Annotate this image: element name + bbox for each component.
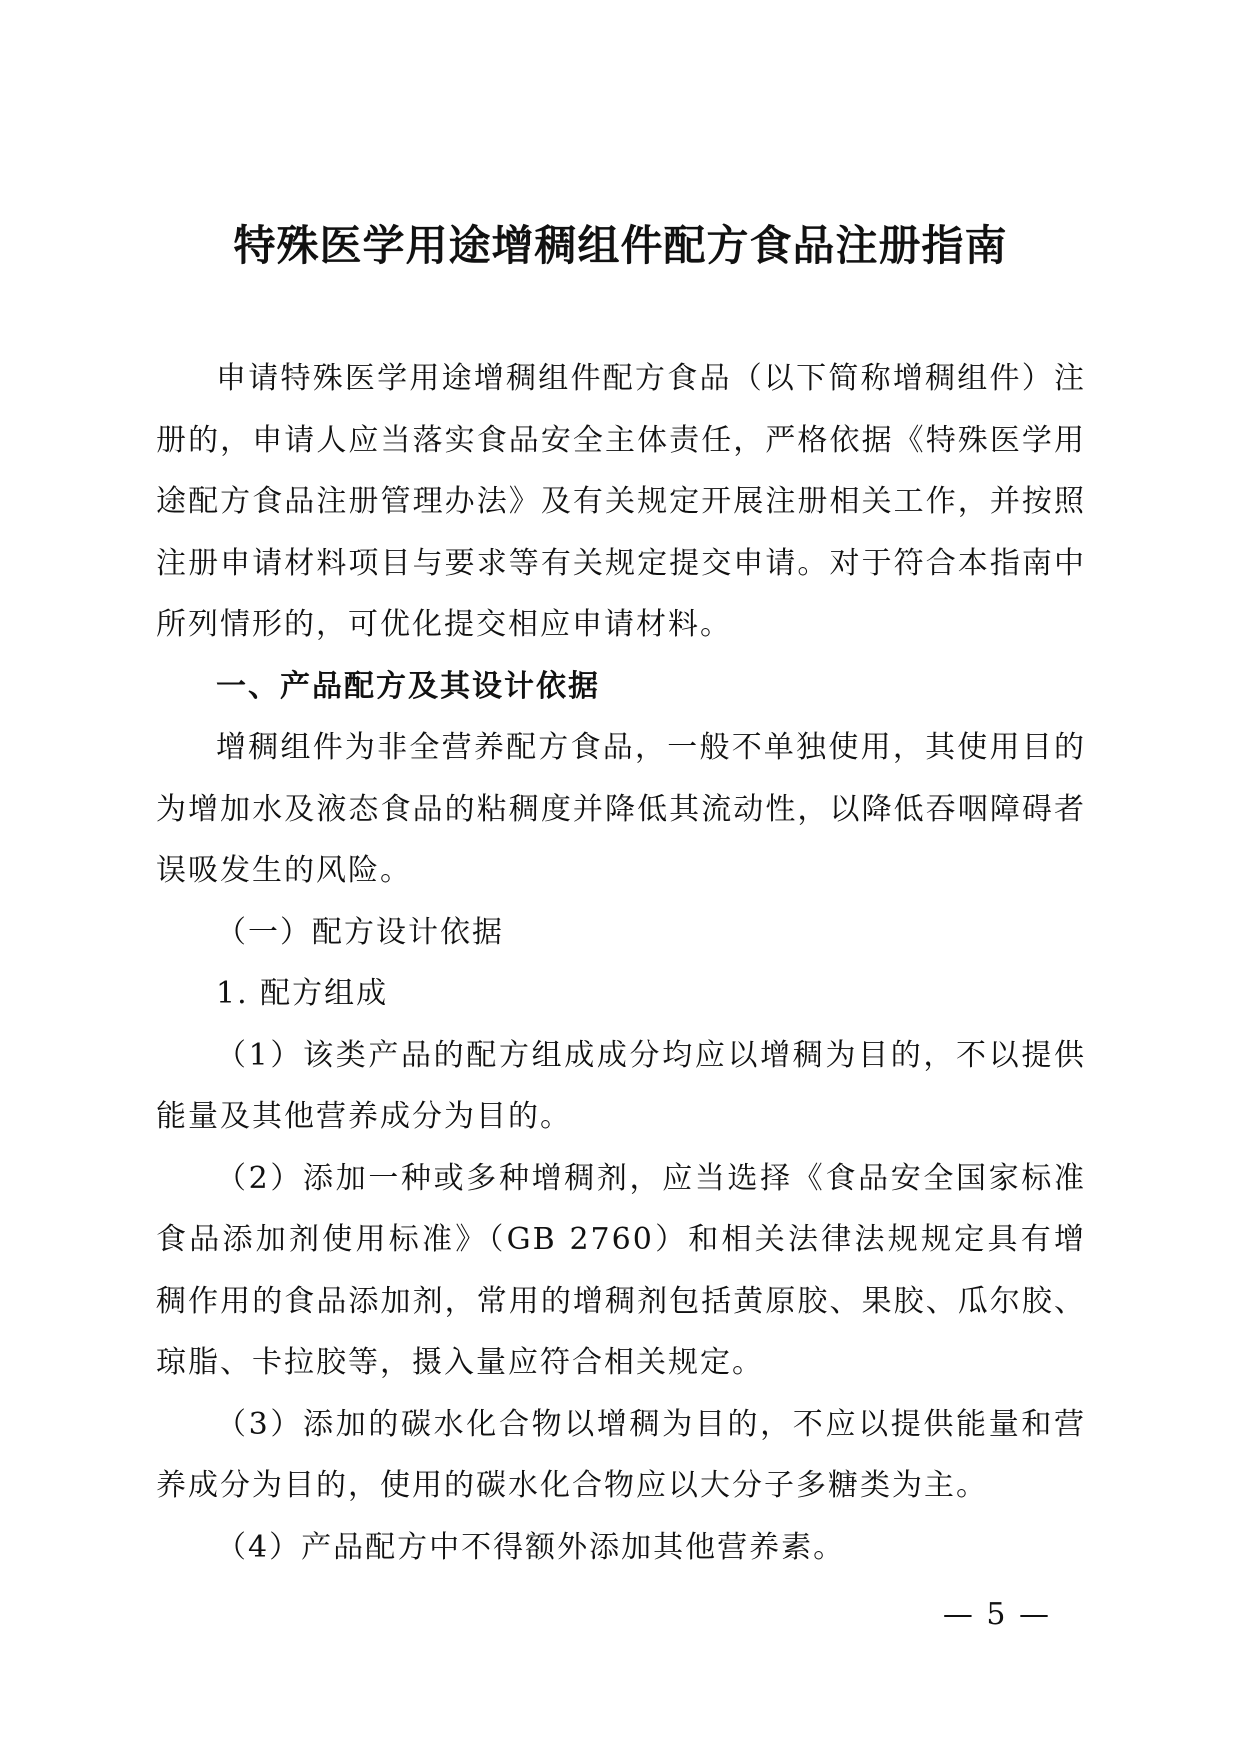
list-item-2: （2）添加一种或多种增稠剂，应当选择《食品安全国家标准 食品添加剂使用标准》（GB 2760）和相关法律法规规定具有增稠作用的食品添加剂，常用的增稠剂包括黄原胶、果胶、瓜尔胶、琼脂、卡拉胶等，摄入量应符合相关规定。: [156, 1160, 1086, 1380]
intro-paragraph: 申请特殊医学用途增稠组件配方食品（以下简称增稠组件）注册的，申请人应当落实食品安全主体责任，严格依据《特殊医学用途配方食品注册管理办法》及有关规定开展注册相关工作，并按照注册申请材料项目与要求等有关规定提交申请。对于符合本指南中所列情形的，可优化提交相应申请材料。: [156, 361, 1086, 642]
document-body: [156, 348, 1086, 1578]
section-heading-1: 一、产品配方及其设计依据: [216, 668, 600, 704]
section-1-paragraph: 增稠组件为非全营养配方食品，一般不单独使用，其使用目的为增加水及液态食品的粘稠度并降低其流动性，以降低吞咽障碍者误吸发生的风险。: [156, 730, 1086, 888]
page-number: — 5 —: [942, 1597, 1051, 1632]
subsection-heading-1: （一）配方设计依据: [216, 914, 504, 950]
list-item-4: （4）产品配方中不得额外添加其他营养素。: [216, 1529, 846, 1565]
list-item-1: （1）该类产品的配方组成成分均应以增稠为目的，不以提供能量及其他营养成分为目的。: [156, 1037, 1086, 1134]
document-title: 特殊医学用途增稠组件配方食品注册指南: [233, 221, 1008, 270]
item-heading-1: 1. 配方组成: [216, 976, 389, 1011]
list-item-3: （3）添加的碳水化合物以增稠为目的，不应以提供能量和营养成分为目的，使用的碳水化合物应以大分子多糖类为主。: [156, 1406, 1086, 1503]
